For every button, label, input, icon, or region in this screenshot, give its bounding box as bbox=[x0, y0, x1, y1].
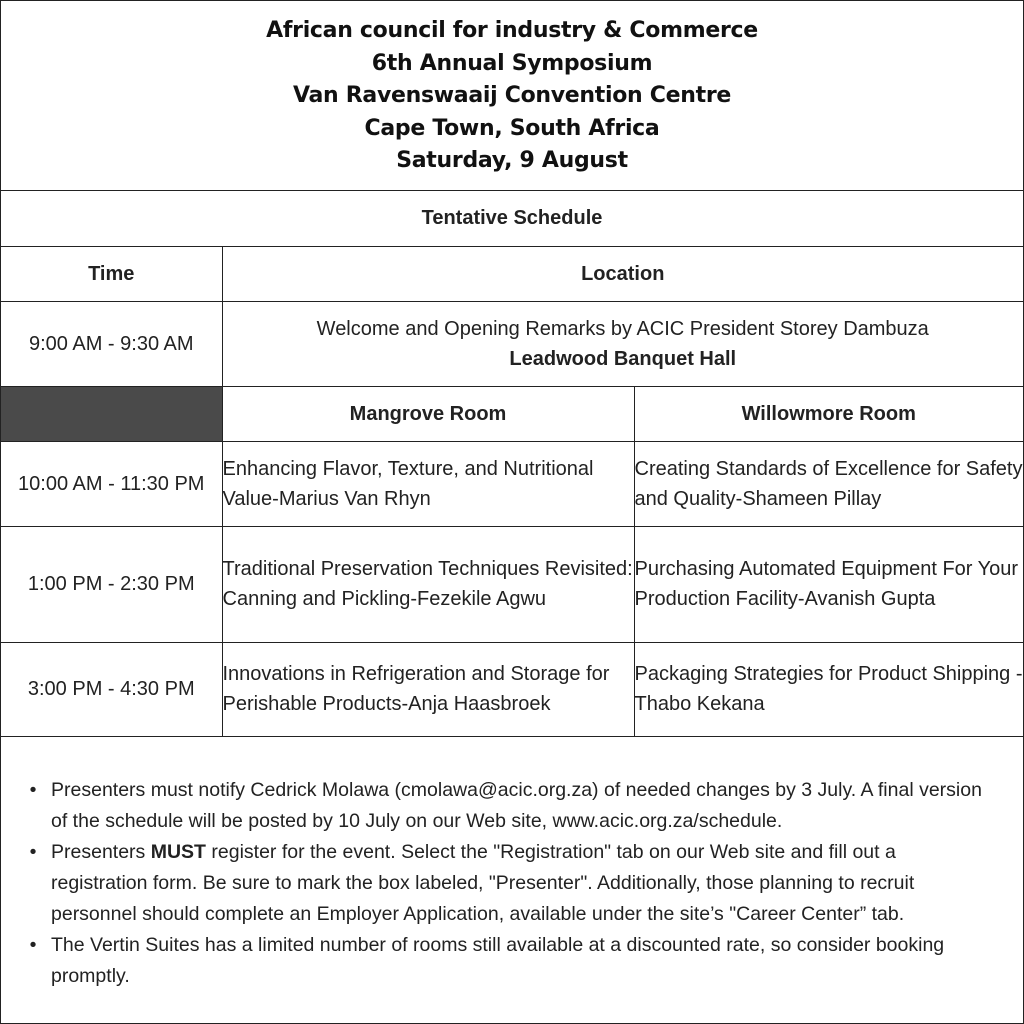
note-text: The Vertin Suites has a limited number of rooms still available at a discounted rate, so consider booking promptly. bbox=[51, 934, 945, 987]
opening-description: Welcome and Opening Remarks by ACIC President Storey Dambuza bbox=[316, 317, 929, 340]
time-column-header: Time bbox=[1, 246, 222, 301]
notes-list bbox=[29, 775, 995, 992]
note-text: register for the event. Select the "Registration" tab on our Web site and fill out a registration form. Be sure to mark the box labeled, "Presenter". Additionally, those planning to recruit personnel should complete an Employer Application, available under the site’s "Career Center” tab. bbox=[51, 841, 915, 925]
bullet-icon: • bbox=[29, 934, 37, 956]
opening-row bbox=[1, 301, 1023, 386]
notes-section bbox=[1, 737, 1023, 992]
mangrove-session: Traditional Preservation Techniques Revisited: Canning and Pickling-Fezekile Agwu bbox=[222, 526, 634, 642]
event-header bbox=[1, 1, 1023, 191]
willowmore-room-header: Willowmore Room bbox=[634, 386, 1023, 441]
session-row bbox=[1, 642, 1023, 736]
location-column-header: Location bbox=[222, 246, 1023, 301]
event-date: Saturday, 9 August bbox=[396, 148, 628, 174]
mangrove-session: Innovations in Refrigeration and Storage for Perishable Products-Anja Haasbroek bbox=[222, 642, 634, 736]
note-item bbox=[29, 837, 995, 930]
opening-venue: Leadwood Banquet Hall bbox=[509, 347, 737, 370]
session-time: 1:00 PM - 2:30 PM bbox=[1, 526, 222, 642]
event-name: 6th Annual Symposium bbox=[371, 50, 653, 76]
note-item bbox=[29, 930, 995, 992]
note-text: Presenters must notify Cedrick Molawa (cmolawa@acic.org.za) of needed changes by 3 July. A final version of the schedule will be posted by 10 July on our Web site, www.acic.org.za/schedule. bbox=[51, 779, 982, 832]
organization-name: African council for industry & Commerce bbox=[266, 18, 758, 44]
willowmore-session: Packaging Strategies for Product Shipping -Thabo Kekana bbox=[634, 642, 1023, 736]
note-item bbox=[29, 775, 995, 837]
opening-time: 9:00 AM - 9:30 AM bbox=[1, 301, 222, 386]
session-time: 3:00 PM - 4:30 PM bbox=[1, 642, 222, 736]
venue-name: Van Ravenswaaij Convention Centre bbox=[292, 83, 731, 109]
event-city: Cape Town, South Africa bbox=[364, 115, 660, 141]
opening-cell bbox=[222, 301, 1023, 386]
room-header-row bbox=[1, 386, 1023, 441]
willowmore-session: Purchasing Automated Equipment For Your Production Facility-Avanish Gupta bbox=[634, 526, 1023, 642]
room-header-spacer bbox=[1, 386, 222, 441]
note-emphasis: MUST bbox=[150, 841, 206, 863]
mangrove-room-header: Mangrove Room bbox=[222, 386, 634, 441]
column-header-row bbox=[1, 246, 1023, 301]
session-row bbox=[1, 441, 1023, 526]
session-time: 10:00 AM - 11:30 PM bbox=[1, 441, 222, 526]
mangrove-session: Enhancing Flavor, Texture, and Nutritional Value-Marius Van Rhyn bbox=[222, 441, 634, 526]
note-text-prefix: Presenters bbox=[51, 841, 151, 863]
bullet-icon: • bbox=[29, 779, 37, 801]
willowmore-session: Creating Standards of Excellence for Safety and Quality-Shameen Pillay bbox=[634, 441, 1023, 526]
schedule-table bbox=[1, 191, 1023, 737]
schedule-title-row bbox=[1, 191, 1023, 246]
schedule-title: Tentative Schedule bbox=[1, 191, 1023, 246]
bullet-icon: • bbox=[29, 841, 37, 863]
session-row bbox=[1, 526, 1023, 642]
